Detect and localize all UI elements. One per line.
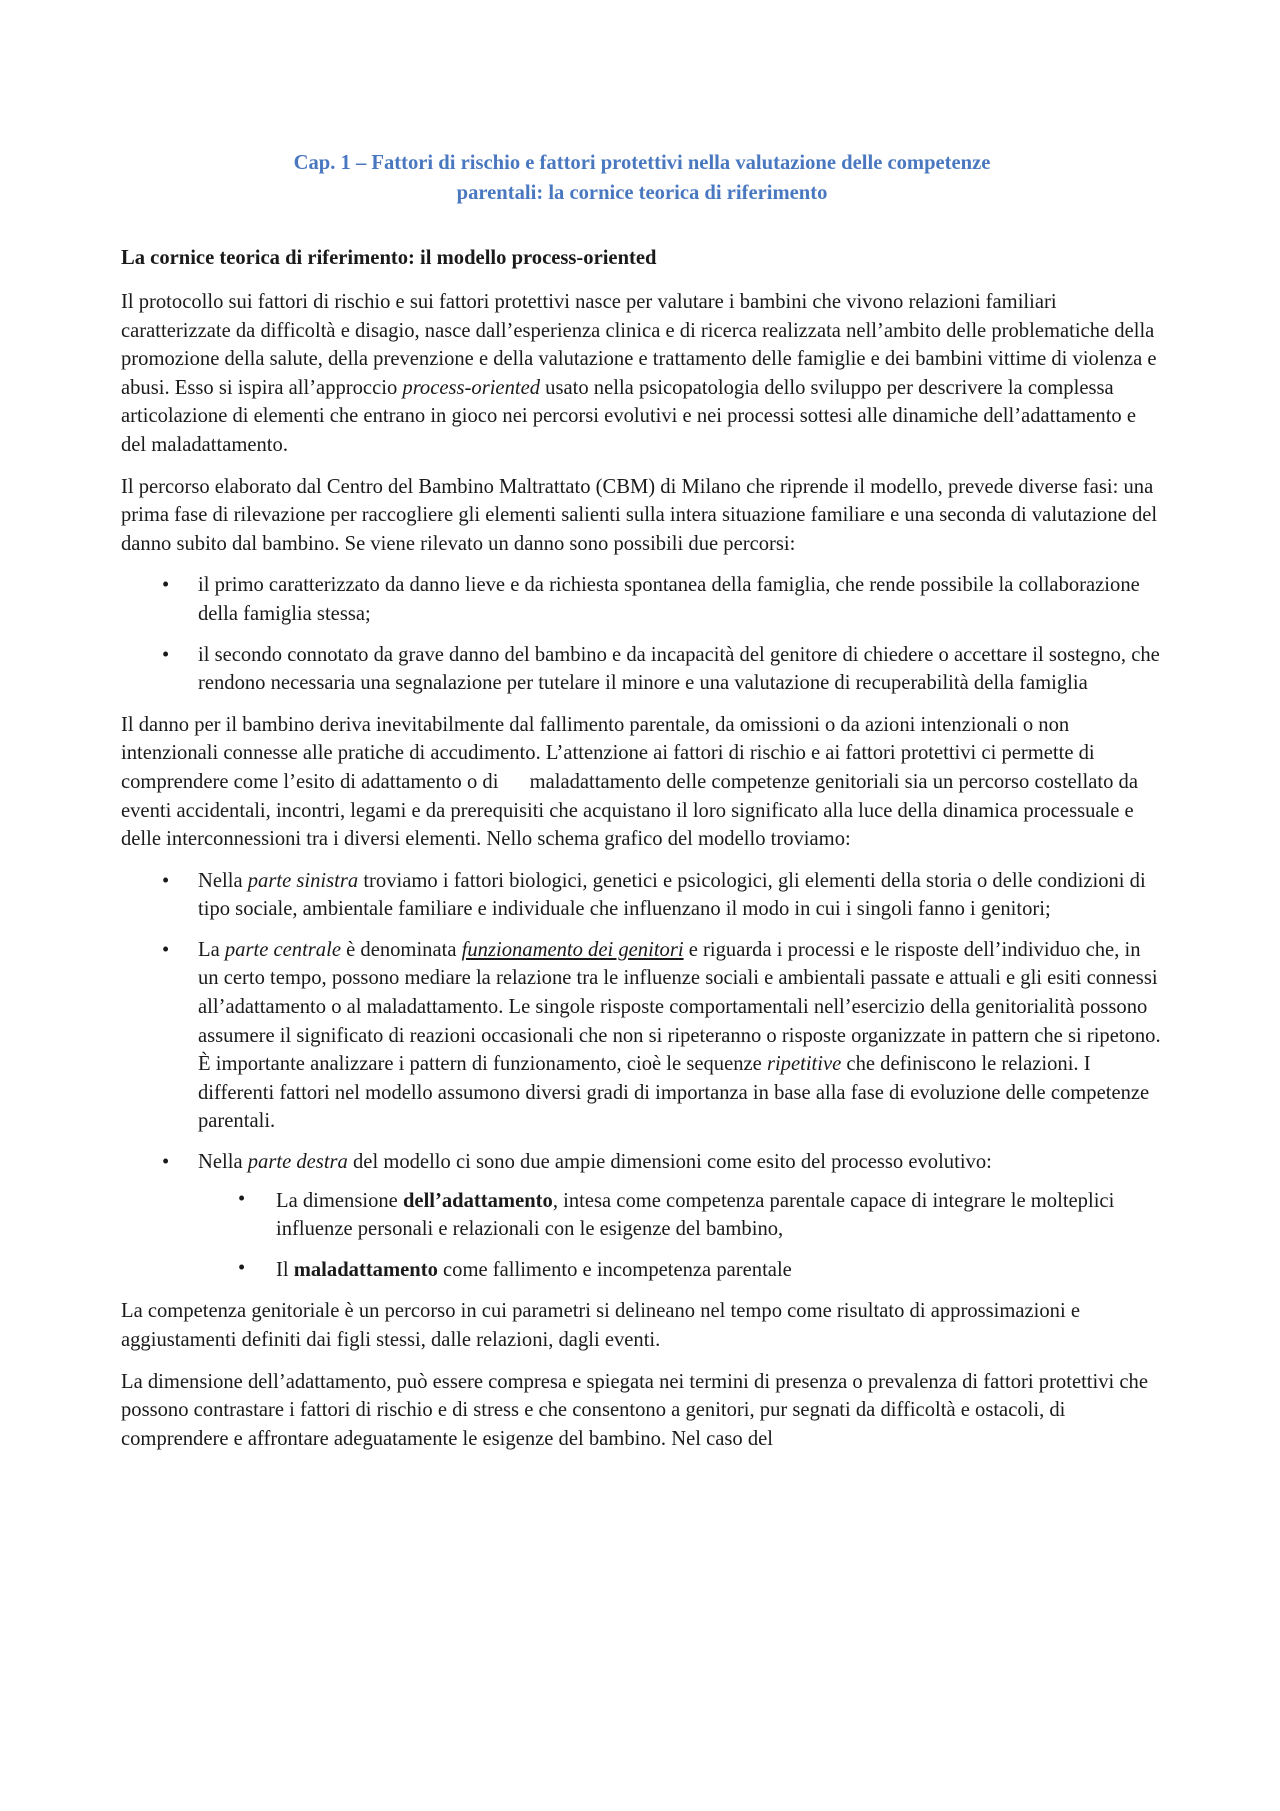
sub-list-item — [198, 1256, 1163, 1285]
bullet-icon: • — [238, 1187, 246, 1210]
emphasis-text: parte destra — [247, 1151, 348, 1174]
paths-list — [121, 571, 1163, 697]
paragraph-competence: La competenza genitoriale è un percorso in cui parametri si delineano nel tempo come risultato di approssimazioni e aggiustamenti definiti dai figli stessi, dalle relazioni, dagli eventi. — [121, 1300, 1080, 1351]
paragraph-cbm-path: Il percorso elaborato dal Centro del Bambino Maltrattato (CBM) di Milano che riprende il modello, prevede diverse fasi: una prima fase di rilevazione per raccogliere gli elementi salienti sulla intera situazione familiare e una seconda di valutazione del danno subito dal bambino. Se viene rilevato un danno sono possibili due percorsi: — [121, 475, 1158, 555]
list-item-text: il secondo connotato da grave danno del bambino e da incapacità del genitore di chiedere o accettare il sostegno, che rendono necessaria una segnalazione per tutelare il minore e una valutazione di recuperabilità della famiglia — [198, 643, 1160, 695]
list-item-text: come fallimento e incompetenza parentale — [437, 1258, 792, 1281]
outcome-sub-list — [198, 1187, 1163, 1285]
list-item-text: La dimensione — [276, 1189, 403, 1212]
emphasis-text: parte centrale — [224, 938, 341, 961]
underlined-emphasis-text: funzionamento dei genitori — [461, 938, 684, 961]
emphasis-process-oriented: process-oriented — [402, 376, 541, 399]
paragraph-protocol — [121, 288, 1163, 460]
document-page — [121, 148, 1163, 1466]
bullet-icon: • — [162, 574, 170, 597]
bullet-icon: • — [162, 869, 170, 892]
list-item-left-part — [121, 867, 1163, 924]
list-item-text: Nella — [198, 1151, 248, 1174]
bullet-icon: • — [162, 643, 170, 666]
emphasis-text: ripetitive — [766, 1053, 842, 1076]
list-item-text: Il — [276, 1258, 294, 1281]
bold-text: dell’adattamento — [402, 1189, 553, 1212]
list-item-text: e riguarda i processi e le risposte dell’individuo che, in un certo tempo, possono mediare la relazione tra le influenze sociali e ambientali passate e attuali e gli esiti connessi all’adattamento o al maladattamento. Le singole risposte comportamentali nell’esercizio della genitorialità possono assumere il significato di reazioni occasionali che non si ripeteranno o risposte organizzate in pattern che si ripetono. È importante analizzare i pattern di funzionamento, cioè le sequenze — [198, 938, 1161, 1076]
sub-list-item — [198, 1187, 1163, 1244]
bullet-icon: • — [162, 1151, 170, 1174]
list-item-central-part — [121, 936, 1163, 1136]
list-item — [121, 571, 1163, 628]
chapter-title-line-2: parentali: la cornice teorica di riferimento — [456, 182, 828, 204]
list-item-text: che definiscono le relazioni. I differenti fattori nel modello assumono diversi gradi di importanza in base alla fase di evoluzione delle competenze parentali. — [198, 1053, 1150, 1133]
bullet-icon: • — [162, 938, 170, 961]
bold-text: maladattamento — [293, 1258, 438, 1281]
list-item-text: il primo caratterizzato da danno lieve e da richiesta spontanea della famiglia, che rende possibile la collaborazione della famiglia stessa; — [198, 574, 1140, 625]
model-parts-list — [121, 867, 1163, 1285]
paragraph-text: usato nella psicopatologia dello sviluppo per descrivere la complessa articolazione di elementi che entrano in gioco nei percorsi evolutivi e nei processi sottesi alle dinamiche dell’adattamento e del maladattamento. — [121, 376, 1137, 456]
list-item-text: , intesa come competenza parentale capace di integrare le molteplici influenze personali e relazionali con le esigenze del bambino, — [276, 1189, 1115, 1241]
section-heading: La cornice teorica di riferimento: il modello process-oriented — [121, 247, 657, 269]
paragraph-text: maladattamento delle competenze genitoriali sia un percorso costellato da eventi accidentali, incontri, legami e da prerequisiti che acquistano il loro significato alla luce della dinamica processuale e delle interconnessioni tra i diversi elementi. Nello schema grafico del modello troviamo: — [121, 770, 1138, 851]
list-item-text: La — [198, 938, 225, 961]
paragraph-damage — [121, 711, 1163, 854]
list-item-text: è denominata — [340, 938, 462, 961]
list-item-text: Nella — [198, 869, 248, 892]
chapter-title-line-1: Cap. 1 – Fattori di rischio e fattori protettivi nella valutazione delle competenze — [293, 152, 991, 174]
list-item — [121, 641, 1163, 698]
paragraph-text: Il danno per il bambino deriva inevitabilmente dal fallimento parentale, da omissioni o da azioni intenzionali o non intenzionali connesse alle pratiche di accudimento. L’attenzione ai fattori di rischio e ai fattori protettivi ci permette di comprendere come l’esito di adattamento o di — [121, 713, 1095, 793]
list-item-right-part — [121, 1148, 1163, 1284]
list-item-text: troviamo i fattori biologici, genetici e psicologici, gli elementi della storia o delle condizioni di tipo sociale, ambientale familiare e individuale che influenzano il modo in cui i singoli fanno i genitori; — [198, 869, 1146, 921]
list-item-text: del modello ci sono due ampie dimensioni come esito del processo evolutivo: — [347, 1151, 992, 1174]
bullet-icon: • — [238, 1256, 246, 1279]
emphasis-text: parte sinistra — [247, 869, 359, 892]
chapter-title — [121, 148, 1163, 208]
paragraph-adaptation: La dimensione dell’adattamento, può essere compresa e spiegata nei termini di presenza o prevalenza di fattori protettivi che possono contrastare i fattori di rischio e di stress e che consentono a genitori, pur segnati da difficoltà e ostacoli, di comprendere e affrontare adeguatamente le esigenze del bambino. Nel caso del — [121, 1370, 1148, 1450]
paragraph-text: Il protocollo sui fattori di rischio e sui fattori protettivi nasce per valutare i bambini che vivono relazioni familiari caratterizzate da difficoltà e disagio, nasce dall’esperienza clinica e di ricerca realizzata nell’ambito delle problematiche della promozione della salute, della prevenzione e della valutazione e trattamento delle famiglie e dei bambini vittime di violenza e abusi. Esso si ispira all’approccio — [121, 291, 1157, 399]
